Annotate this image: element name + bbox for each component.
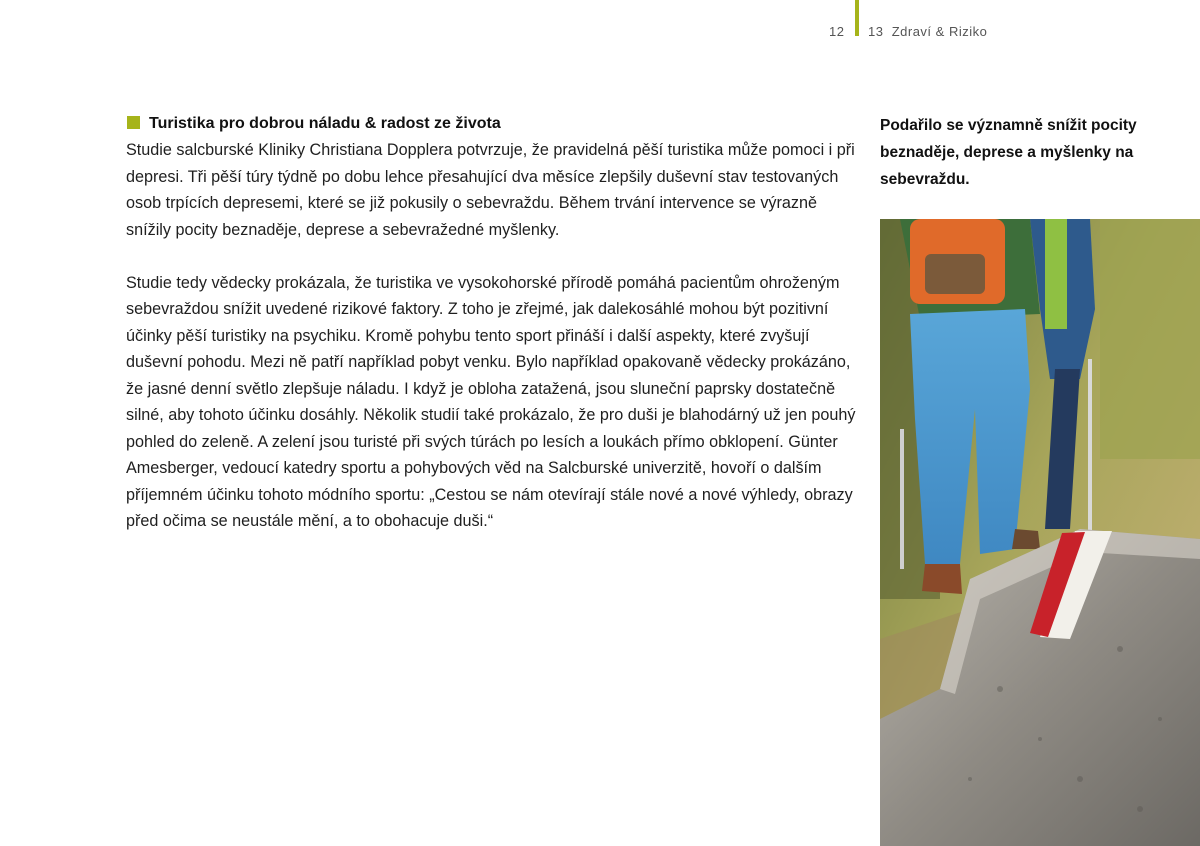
article-paragraph-1: Studie salcburské Kliniky Christiana Dopplera potvrzuje, že pravidelná pěší turistika může pomoci i při depresi. Tři pěší túry týdně po dobu lehce přesahující dva měsíce zlepšily duševní stav testovaných osob trpících depresemi, které se již pokusily o sebevraždu. Během trvání intervence se výrazně snížily pocity beznaděje, deprese a sebevražedné myšlenky. (126, 141, 855, 239)
pull-quote: Podařilo se významně snížit pocity beznaděje, deprese a myšlenky na sebevraždu. (880, 117, 1137, 188)
heading-bullet-square (127, 116, 140, 129)
article-body (126, 137, 858, 535)
hikers-photo (880, 219, 1200, 846)
page-number-right (868, 24, 987, 39)
article-paragraph-2: Studie tedy vědecky prokázala, že turistika ve vysokohorské přírodě pomáhá pacientům ohroženým sebevraždou snížit uvedené rizikové faktory. Z toho je zřejmé, jak dalekosáhlé mohou být pozitivní účinky pěší turistiky na psychiku. Kromě pohybu tento sport přináší i další aspekty, které zvyšují duševní pohodu. Mezi ně patří například pobyt venku. Bylo například opakovaně vědecky prokázáno, že jasné denní světlo zlepšuje náladu. I když je obloha zatažená, jsou sluneční paprsky dostatečně silné, aby tohoto účinku dosáhly. Několik studií také prokázalo, že pro duši je blahodárný už jen pouhý pohled do zeleně. A zelení jsou turisté při svých túrách po lesích a loukách přímo obklopení. Günter Amesberger, vedoucí katedry sportu a pohybových věd na Salcburské univerzitě, hovoří o dalším příjemném účinku tohoto módního sportu: „Cestou se nám otevírají stále nové a nové výhledy, obrazy před očima se neustále mění, a to obohacuje duši.“ (126, 273, 856, 530)
heading-text: Turistika pro dobrou náladu & radost ze života (149, 115, 501, 132)
page-number-right-value: 13 (868, 24, 884, 39)
section-name: Zdraví & Riziko (891, 24, 988, 39)
page-number-left: 12 (829, 24, 845, 39)
page-divider (855, 0, 859, 36)
section-heading (127, 115, 501, 133)
page-header (0, 0, 1200, 60)
